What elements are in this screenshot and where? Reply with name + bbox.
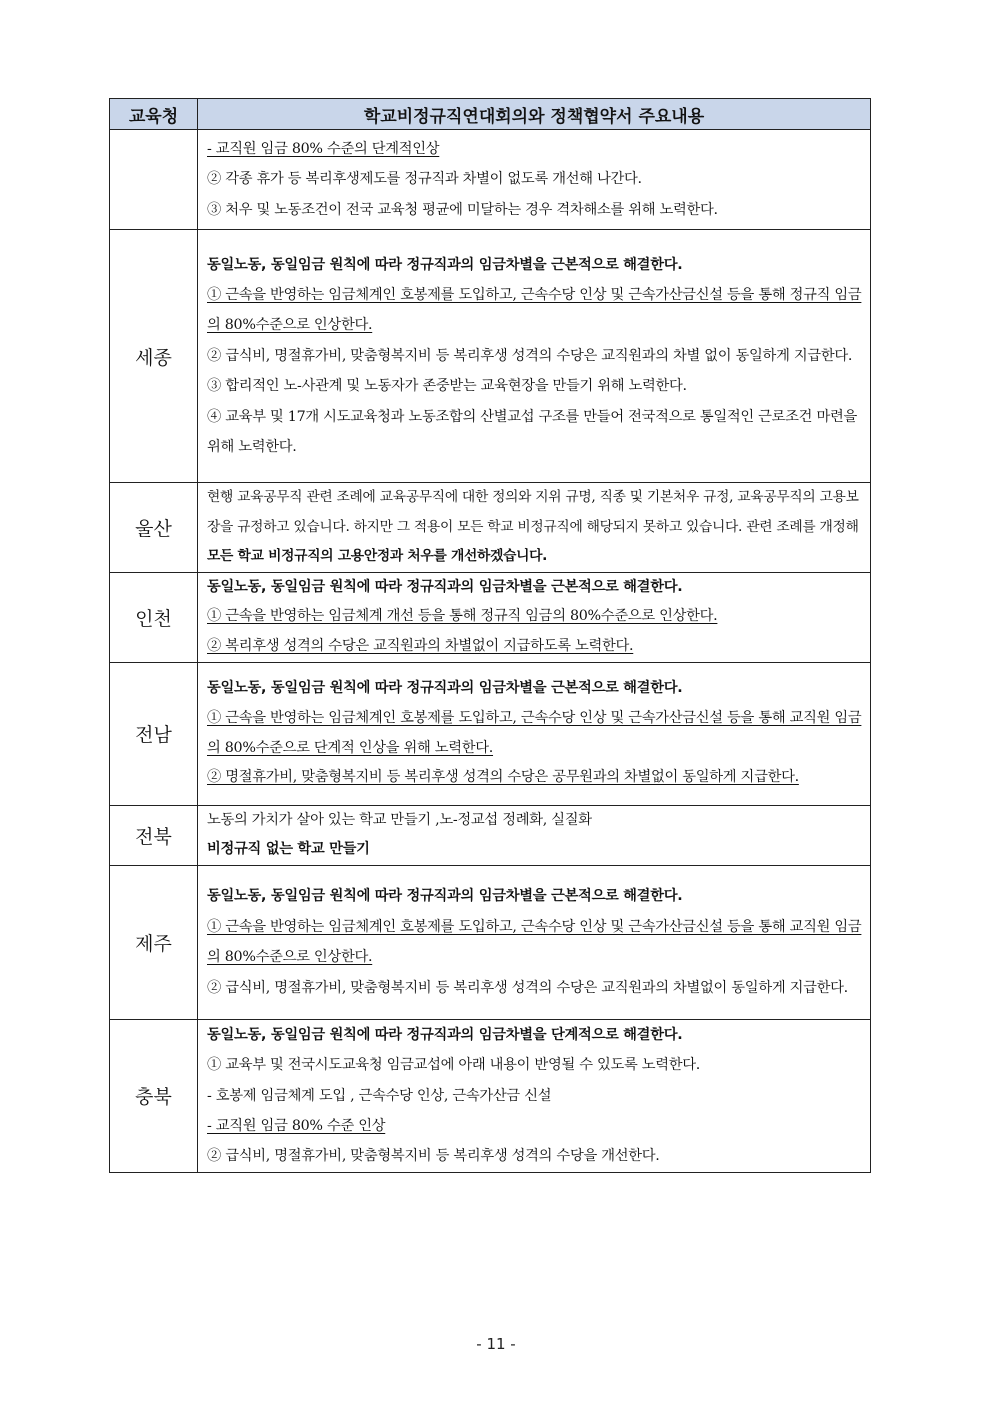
table-row: [110, 572, 871, 662]
content-line: - 교직원 임금 80% 수준 인상: [207, 1117, 386, 1134]
region-cell: 제주: [110, 865, 198, 1019]
content-cell: [198, 865, 871, 1019]
content-cell: [198, 662, 871, 805]
content-cell: [198, 130, 871, 230]
page-number: - 11 -: [476, 1335, 516, 1353]
content-cell: [198, 805, 871, 865]
table-row: [110, 662, 871, 805]
content-paragraph: [207, 483, 862, 572]
region-cell: 인천: [110, 572, 198, 662]
header-content: 학교비정규직연대회의와 정책협약서 주요내용: [198, 99, 871, 130]
table-header-row: [110, 99, 871, 130]
region-cell: [110, 130, 198, 230]
content-line: - 호봉제 임금체계 도입 , 근속수당 인상, 근속가산금 신설: [207, 1087, 552, 1104]
content-line: ① 근속을 반영하는 임금체계인 호봉제를 도입하고, 근속수당 인상 및 근속가산금신설 등을 통해 교직원 임금의 80%수준으로 인상한다.: [207, 918, 862, 966]
table-row: [110, 130, 871, 230]
content-line: ① 교육부 및 전국시도교육청 임금교섭에 아래 내용이 반영될 수 있도록 노력한다.: [207, 1057, 701, 1074]
content-text-bold: 모든 학교 비정규직의 고용안정과 처우를 개선하겠습니다.: [207, 548, 548, 565]
content-line: 비정규직 없는 학교 만들기: [207, 841, 370, 858]
table-row: [110, 865, 871, 1019]
table-row: [110, 483, 871, 573]
content-line: ③ 합리적인 노-사관계 및 노동자가 존중받는 교육현장을 만들기 위해 노력한다.: [207, 378, 687, 395]
content-line: ② 급식비, 명절휴가비, 맞춤형복지비 등 복리후생 성격의 수당은 교직원과의 차별 없이 동일하게 지급한다.: [207, 347, 853, 364]
region-cell: 전남: [110, 662, 198, 805]
content-line: ② 복리후생 성격의 수당은 교직원과의 차별없이 지급하도록 노력한다.: [207, 637, 634, 654]
region-cell: 충북: [110, 1019, 198, 1172]
content-line: ② 급식비, 명절휴가비, 맞춤형복지비 등 복리후생 성격의 수당은 교직원과의 차별없이 동일하게 지급한다.: [207, 979, 848, 996]
table-row: [110, 805, 871, 865]
content-line: 동일노동, 동일임금 원칙에 따라 정규직과의 임금차별을 근본적으로 해결한다.: [207, 888, 683, 905]
content-line: ① 근속을 반영하는 임금체계인 호봉제를 도입하고, 근속수당 인상 및 근속가산금신설 등을 통해 교직원 임금의 80%수준으로 단계적 인상을 위해 노력한다.: [207, 709, 862, 756]
header-region: 교육청: [110, 99, 198, 130]
content-line: 동일노동, 동일임금 원칙에 따라 정규직과의 임금차별을 근본적으로 해결한다.: [207, 256, 683, 273]
content-cell: [198, 483, 871, 573]
content-cell: [198, 1019, 871, 1172]
content-cell: [198, 230, 871, 483]
policy-agreement-table: [109, 98, 871, 1173]
content-line: - 교직원 임금 80% 수준의 단계적인상: [207, 140, 440, 157]
content-line: 동일노동, 동일임금 원칙에 따라 정규직과의 임금차별을 근본적으로 해결한다.: [207, 680, 683, 697]
table-row: [110, 1019, 871, 1172]
content-line: ② 각종 휴가 등 복리후생제도를 정규직과 차별이 없도록 개선해 나간다.: [207, 171, 642, 188]
content-line: ① 근속을 반영하는 임금체계 개선 등을 통해 정규직 임금의 80%수준으로 인상한다.: [207, 608, 718, 625]
content-line: 동일노동, 동일임금 원칙에 따라 정규직과의 임금차별을 근본적으로 해결한다.: [207, 578, 683, 595]
table-row: [110, 230, 871, 483]
content-line: ③ 처우 및 노동조건이 전국 교육청 평균에 미달하는 경우 격차해소를 위해 노력한다.: [207, 201, 718, 218]
region-cell: 울산: [110, 483, 198, 573]
content-line: ② 급식비, 명절휴가비, 맞춤형복지비 등 복리후생 성격의 수당을 개선한다.: [207, 1148, 660, 1165]
content-line: ① 근속을 반영하는 임금체계인 호봉제를 도입하고, 근속수당 인상 및 근속가산금신설 등을 통해 정규직 임금의 80%수준으로 인상한다.: [207, 286, 862, 334]
content-cell: [198, 572, 871, 662]
region-cell: 전북: [110, 805, 198, 865]
content-line: 노동의 가치가 살아 있는 학교 만들기 ,노-정교섭 정례화, 실질화: [207, 811, 592, 828]
region-cell: 세종: [110, 230, 198, 483]
content-line: 동일노동, 동일임금 원칙에 따라 정규직과의 임금차별을 단계적으로 해결한다.: [207, 1026, 683, 1043]
content-text: 현행 교육공무직 관련 조례에 교육공무직에 대한 정의와 지위 규명, 직종 및 기본처우 규정, 교육공무직의 고용보장을 규정하고 있습니다. 하지만 그 적용이 모든 학교 비정규직에 해당되지 못하고 있습니다. 관련 조례를 개정해: [207, 489, 859, 535]
content-line: ④ 교육부 및 17개 시도교육청과 노동조합의 산별교섭 구조를 만들어 전국적으로 통일적인 근로조건 마련을 위해 노력한다.: [207, 408, 857, 456]
content-line: ② 명절휴가비, 맞춤형복지비 등 복리후생 성격의 수당은 공무원과의 차별없이 동일하게 지급한다.: [207, 769, 799, 786]
